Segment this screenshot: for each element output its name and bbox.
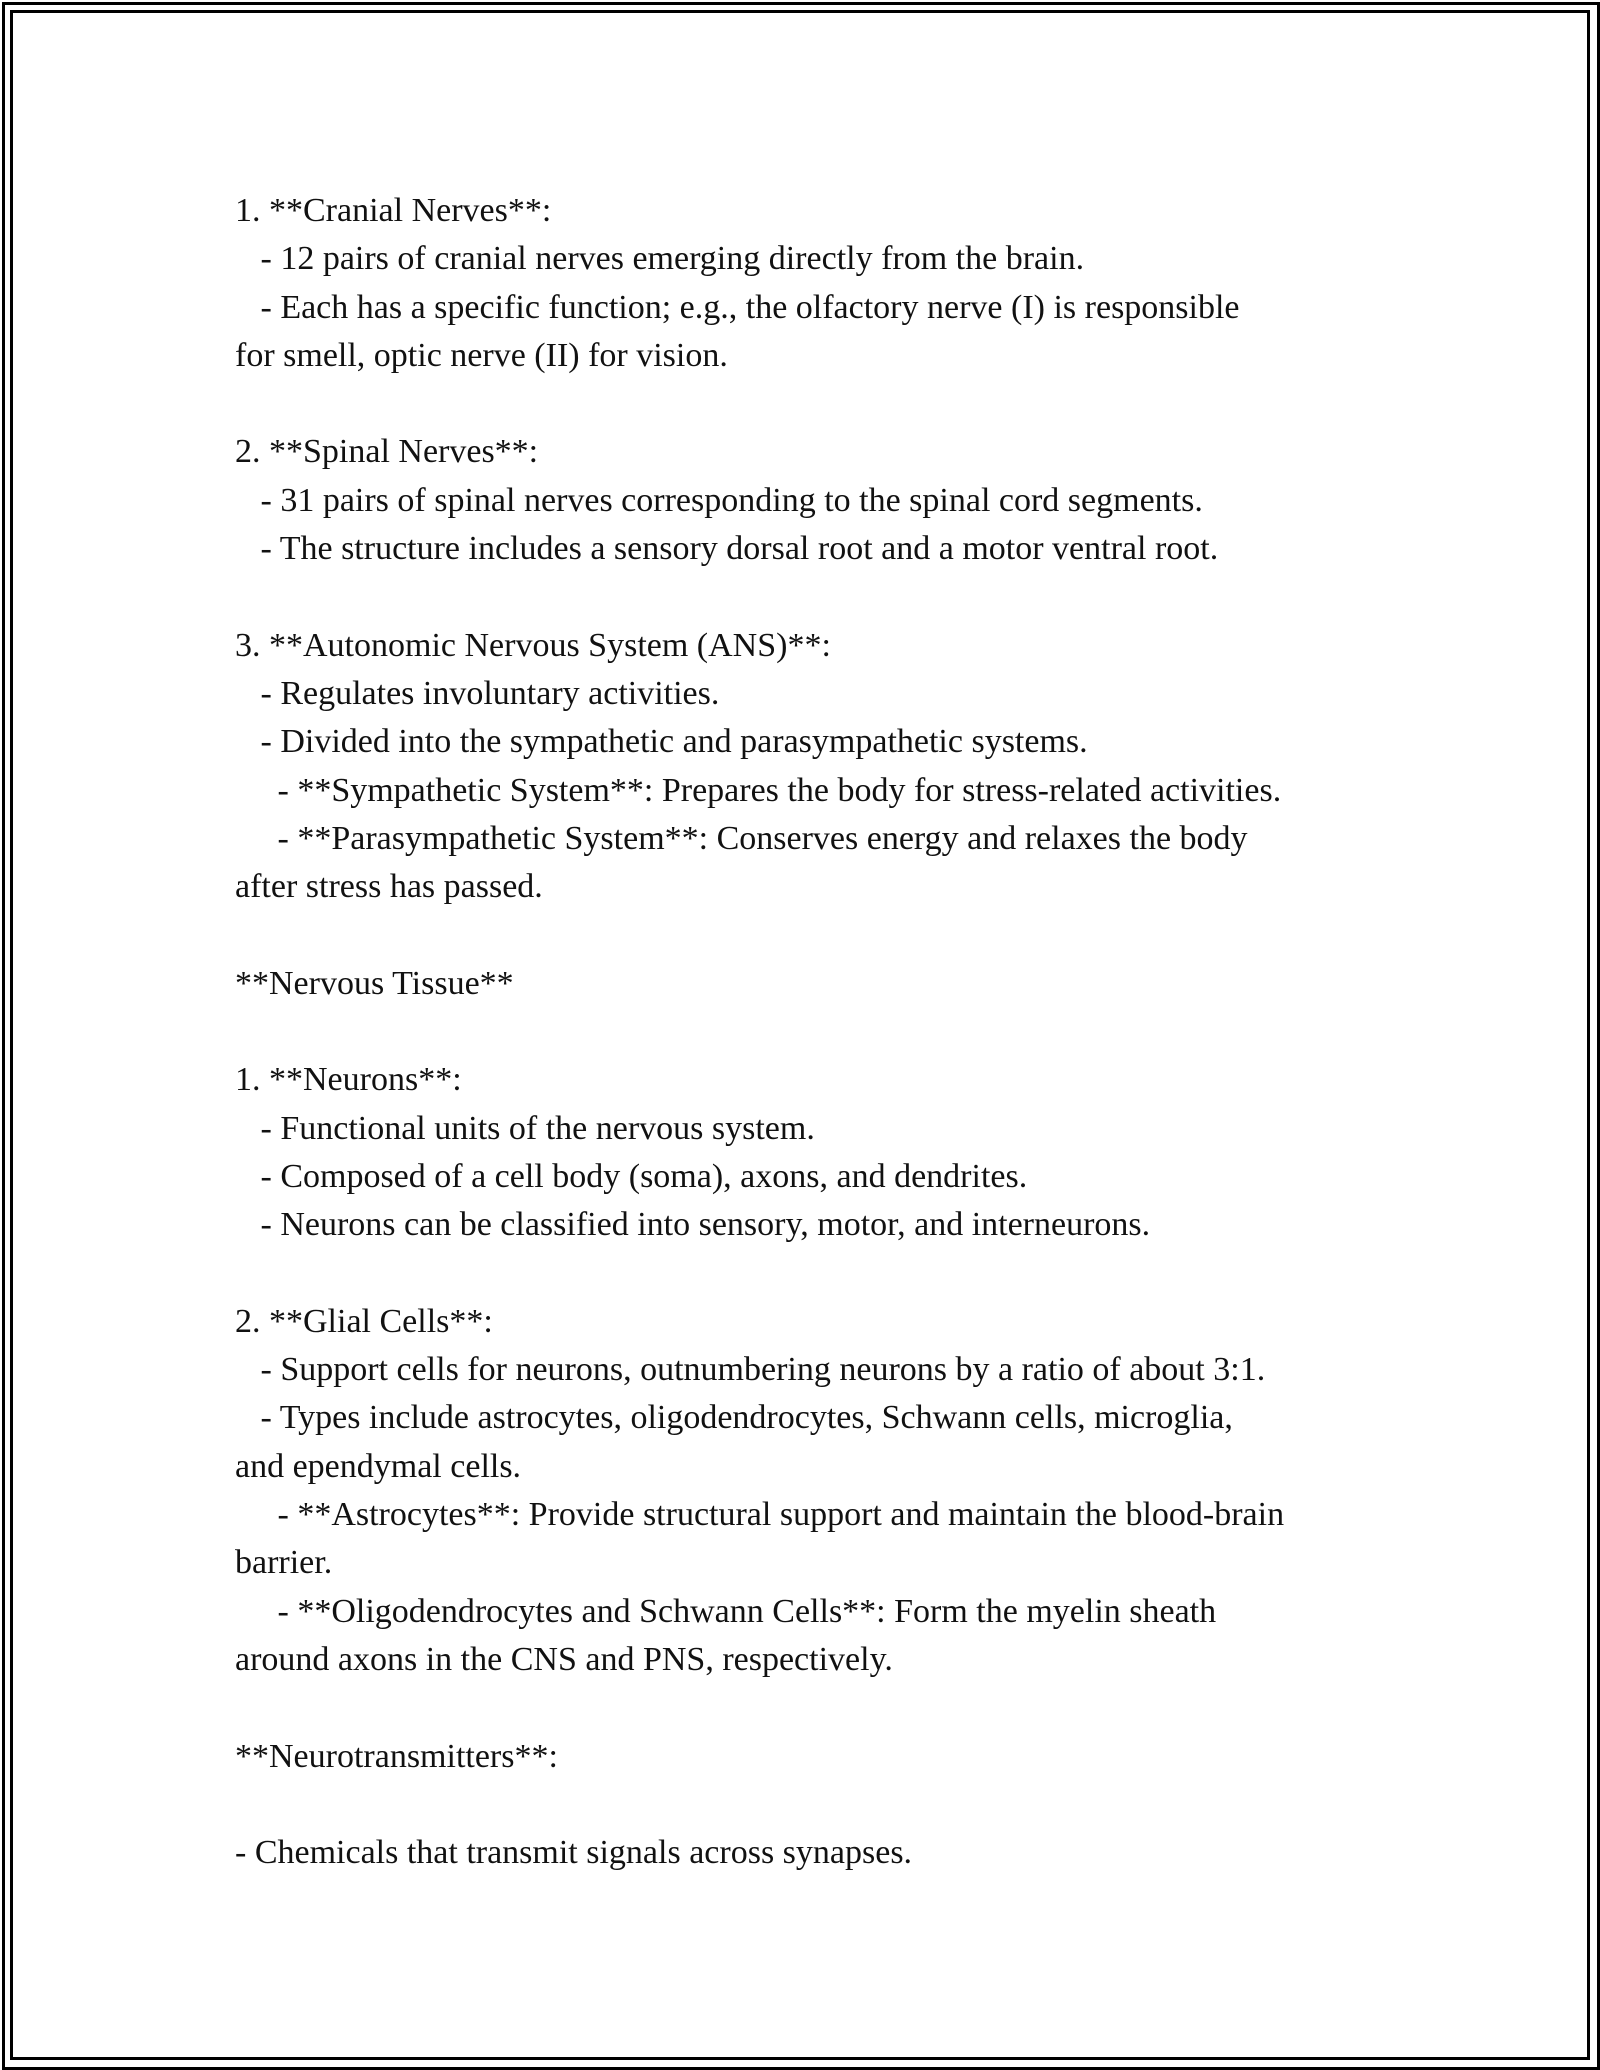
blank-line — [235, 380, 1375, 428]
section-heading: **Neurotransmitters**: — [235, 1737, 558, 1775]
text-line: 2. **Spinal Nerves**: — [235, 433, 539, 471]
text-line: - Each has a specific function; e.g., the olfactory nerve (I) is responsible — [235, 288, 1240, 326]
blank-line — [235, 1684, 1375, 1732]
text-line: after stress has passed. — [235, 868, 543, 906]
text-line: - **Sympathetic System**: Prepares the body for stress-related activities. — [235, 771, 1282, 809]
text-line: around axons in the CNS and PNS, respectively. — [235, 1640, 893, 1678]
text-line: - 12 pairs of cranial nerves emerging directly from the brain. — [235, 240, 1085, 278]
text-line: - Composed of a cell body (soma), axons, and dendrites. — [235, 1157, 1028, 1195]
blank-line — [235, 573, 1375, 621]
text-line: - Functional units of the nervous system. — [235, 1109, 815, 1147]
text-line: - Chemicals that transmit signals across synapses. — [235, 1834, 913, 1872]
text-line: - **Parasympathetic System**: Conserves energy and relaxes the body — [235, 819, 1248, 857]
text-line: barrier. — [235, 1544, 333, 1582]
text-line: - **Oligodendrocytes and Schwann Cells**: Form the myelin sheath — [235, 1592, 1217, 1630]
text-line: - **Astrocytes**: Provide structural support and maintain the blood-brain — [235, 1496, 1285, 1534]
text-line: 2. **Glial Cells**: — [235, 1302, 493, 1340]
text-line: 3. **Autonomic Nervous System (ANS)**: — [235, 626, 831, 664]
text-line: 1. **Cranial Nerves**: — [235, 192, 552, 229]
text-line: for smell, optic nerve (II) for vision. — [235, 336, 728, 374]
text-line: - Support cells for neurons, outnumbering neurons by a ratio of about 3:1. — [235, 1351, 1266, 1389]
text-line: - 31 pairs of spinal nerves corresponding to the spinal cord segments. — [235, 481, 1203, 519]
text-line: - The structure includes a sensory dorsal root and a motor ventral root. — [235, 530, 1219, 568]
text-line: - Neurons can be classified into sensory, motor, and interneurons. — [235, 1206, 1151, 1244]
text-line: - Divided into the sympathetic and parasympathetic systems. — [235, 723, 1088, 761]
blank-line — [235, 1781, 1375, 1829]
blank-line — [235, 911, 1375, 959]
document-body — [235, 187, 1375, 1877]
text-line: and ependymal cells. — [235, 1447, 522, 1485]
text-line: 1. **Neurons**: — [235, 1061, 462, 1099]
blank-line — [235, 1250, 1375, 1298]
text-line: - Types include astrocytes, oligodendrocytes, Schwann cells, microglia, — [235, 1399, 1233, 1437]
blank-line — [235, 1008, 1375, 1056]
section-heading: **Nervous Tissue** — [235, 964, 514, 1002]
text-line: - Regulates involuntary activities. — [235, 674, 720, 712]
